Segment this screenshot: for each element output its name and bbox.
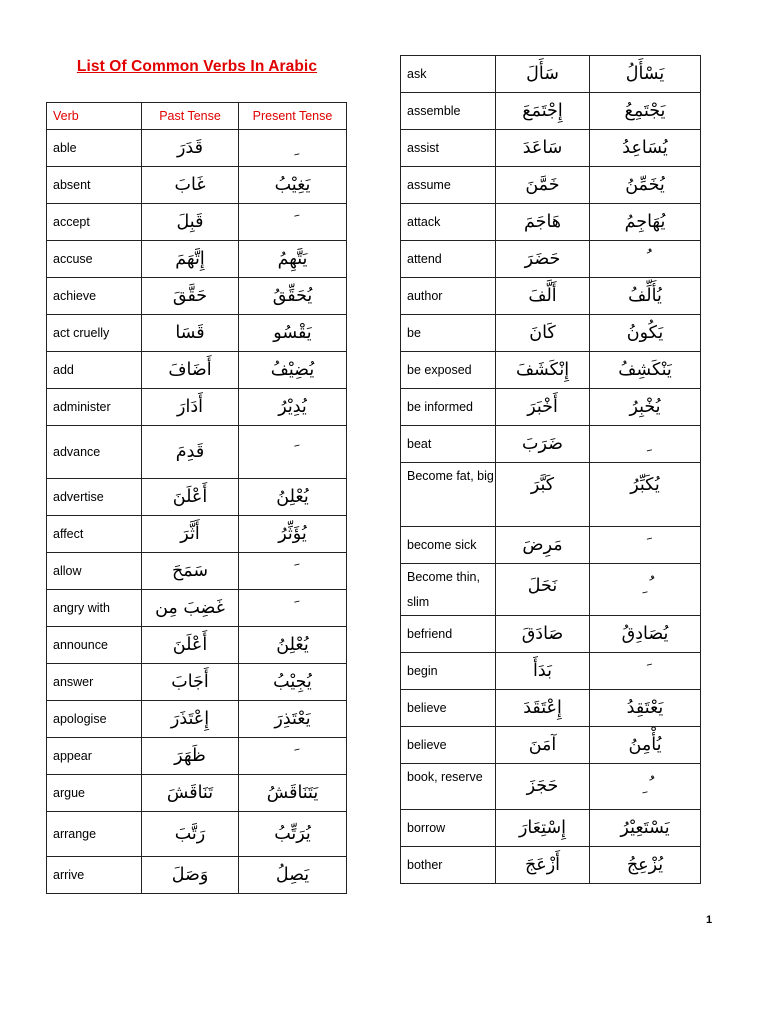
past-tense: قَدَرَ [142, 130, 239, 167]
past-tense: نَحَلَ [496, 564, 590, 616]
present-tense [590, 527, 701, 564]
past-tense: أَخْبَرَ [496, 389, 590, 426]
page-number: 1 [706, 914, 713, 926]
table-row [47, 553, 347, 590]
present-tense: يَجْتَمِعُ [590, 93, 701, 130]
table-row [47, 701, 347, 738]
present-tense: يَصِلُ [239, 857, 347, 894]
english-verb: attend [401, 241, 496, 278]
table-row [401, 56, 701, 93]
page-title: List Of Common Verbs In Arabic [76, 58, 318, 75]
header-past-tense: Past Tense [142, 103, 239, 130]
english-verb: be exposed [401, 352, 496, 389]
present-tense [239, 553, 347, 590]
past-tense: هَاجَمَ [496, 204, 590, 241]
past-tense: كَبَّرَ [496, 463, 590, 527]
past-tense: إِسْتِعَارَ [496, 810, 590, 847]
past-tense: إِتَّهَمَ [142, 241, 239, 278]
present-tense: يُعْلِنُ [239, 627, 347, 664]
present-tense: يَغِيْبُ [239, 167, 347, 204]
header-verb: Verb [47, 103, 142, 130]
present-tense: يُعْلِنُ [239, 479, 347, 516]
present-tense: يَقْسُو [239, 315, 347, 352]
english-verb: assume [401, 167, 496, 204]
english-verb: beat [401, 426, 496, 463]
present-tense: يُدِيْرُ [239, 389, 347, 426]
english-verb: able [47, 130, 142, 167]
table-row [47, 278, 347, 315]
table-row [401, 352, 701, 389]
past-tense: أَجَابَ [142, 664, 239, 701]
english-verb: befriend [401, 616, 496, 653]
present-tense: يُجِيْبُ [239, 664, 347, 701]
english-verb: believe [401, 727, 496, 764]
past-tense: قَسَا [142, 315, 239, 352]
table-row [47, 479, 347, 516]
table-row [401, 167, 701, 204]
english-verb: believe [401, 690, 496, 727]
present-tense [239, 590, 347, 627]
past-tense: أَعْلَنَ [142, 479, 239, 516]
table-row [47, 241, 347, 278]
table-row [47, 590, 347, 627]
past-tense: أَدَارَ [142, 389, 239, 426]
english-verb: advertise [47, 479, 142, 516]
english-verb: arrange [47, 812, 142, 857]
english-verb: accept [47, 204, 142, 241]
table-row [47, 389, 347, 426]
english-verb: begin [401, 653, 496, 690]
table-row [47, 352, 347, 389]
english-verb: ask [401, 56, 496, 93]
table-row [47, 627, 347, 664]
past-tense: سَمَحَ [142, 553, 239, 590]
table-row [401, 764, 701, 810]
past-tense: رَتَّبَ [142, 812, 239, 857]
table-row [401, 564, 701, 616]
english-verb: appear [47, 738, 142, 775]
present-tense: يَسْتَعِيْرُ [590, 810, 701, 847]
english-verb: book, reserve [401, 764, 496, 810]
verbs-table-left [46, 102, 347, 894]
past-tense: حَجَزَ [496, 764, 590, 810]
table-row [401, 426, 701, 463]
table-row [401, 653, 701, 690]
past-tense: قَدِمَ [142, 426, 239, 479]
past-tense: كَانَ [496, 315, 590, 352]
english-verb: administer [47, 389, 142, 426]
present-tense [239, 130, 347, 167]
header-present-tense: Present Tense [239, 103, 347, 130]
past-tense: ظَهَرَ [142, 738, 239, 775]
past-tense: بَدَأَ [496, 653, 590, 690]
past-tense: آمَنَ [496, 727, 590, 764]
past-tense: أَلَّفَ [496, 278, 590, 315]
table-row [47, 426, 347, 479]
table-row [401, 93, 701, 130]
past-tense: حَقَّقَ [142, 278, 239, 315]
present-tense: يُخْبِرُ [590, 389, 701, 426]
present-tense: ُ ِ [590, 764, 701, 810]
present-tense: يَكُونُ [590, 315, 701, 352]
present-tense: يُكَبِّرُ [590, 463, 701, 527]
past-tense: أَعْلَنَ [142, 627, 239, 664]
english-verb: author [401, 278, 496, 315]
past-tense: قَبِلَ [142, 204, 239, 241]
present-tense: يُضِيْفُ [239, 352, 347, 389]
table-row [401, 847, 701, 884]
table-row [47, 516, 347, 553]
present-tense: يُحَقِّقُ [239, 278, 347, 315]
past-tense: ضَرَبَ [496, 426, 590, 463]
table-row [401, 130, 701, 167]
table-row [47, 812, 347, 857]
english-verb: advance [47, 426, 142, 479]
english-verb: attack [401, 204, 496, 241]
present-tense [590, 653, 701, 690]
present-tense: يُصَادِقُ [590, 616, 701, 653]
past-tense: إِعْتَقَدَ [496, 690, 590, 727]
present-tense: يَتَّهِمُ [239, 241, 347, 278]
verbs-table-right [400, 55, 701, 884]
past-tense: غَضِبَ مِن [142, 590, 239, 627]
past-tense: سَأَلَ [496, 56, 590, 93]
table-row [401, 241, 701, 278]
past-tense: غَابَ [142, 167, 239, 204]
english-verb: borrow [401, 810, 496, 847]
present-tense [590, 241, 701, 278]
english-verb: act cruelly [47, 315, 142, 352]
table-row [401, 810, 701, 847]
past-tense: مَرِضَ [496, 527, 590, 564]
present-tense: يُأْمِنُ [590, 727, 701, 764]
past-tense: أَثَّرَ [142, 516, 239, 553]
present-tense: يُسَاعِدُ [590, 130, 701, 167]
table-row [47, 738, 347, 775]
past-tense: وَصَلَ [142, 857, 239, 894]
past-tense: أَزْعَجَ [496, 847, 590, 884]
present-tense: يُأَلِّفُ [590, 278, 701, 315]
present-tense: يُؤَثِّرُ [239, 516, 347, 553]
table-row [401, 727, 701, 764]
table-row [401, 527, 701, 564]
present-tense: يَعْتَقِدُ [590, 690, 701, 727]
english-verb: absent [47, 167, 142, 204]
english-verb: achieve [47, 278, 142, 315]
english-verb: Become thin, slim [401, 564, 496, 616]
english-verb: accuse [47, 241, 142, 278]
table-row [401, 204, 701, 241]
past-tense: سَاعَدَ [496, 130, 590, 167]
present-tense: يَسْأَلُ [590, 56, 701, 93]
present-tense [239, 738, 347, 775]
table-row [401, 463, 701, 527]
english-verb: Become fat, big [401, 463, 496, 527]
present-tense: ُ ِ [590, 564, 701, 616]
english-verb: assist [401, 130, 496, 167]
table-row [47, 130, 347, 167]
english-verb: add [47, 352, 142, 389]
present-tense: يَتَنَاقَشُ [239, 775, 347, 812]
english-verb: affect [47, 516, 142, 553]
table-row [401, 616, 701, 653]
past-tense: تَنَاقَشَ [142, 775, 239, 812]
table-row [47, 664, 347, 701]
present-tense: يُخَمِّنُ [590, 167, 701, 204]
english-verb: announce [47, 627, 142, 664]
past-tense: إِعْتَذَرَ [142, 701, 239, 738]
table-row [401, 315, 701, 352]
table-row [47, 204, 347, 241]
english-verb: arrive [47, 857, 142, 894]
english-verb: argue [47, 775, 142, 812]
english-verb: assemble [401, 93, 496, 130]
english-verb: be [401, 315, 496, 352]
present-tense: يُرَتِّبُ [239, 812, 347, 857]
english-verb: become sick [401, 527, 496, 564]
past-tense: أَضَافَ [142, 352, 239, 389]
table-row [47, 775, 347, 812]
present-tense: يُزْعِجُ [590, 847, 701, 884]
past-tense: إِجْتَمَعَ [496, 93, 590, 130]
present-tense [590, 426, 701, 463]
english-verb: be informed [401, 389, 496, 426]
present-tense: يَنْكَشِفُ [590, 352, 701, 389]
past-tense: حَضَرَ [496, 241, 590, 278]
english-verb: bother [401, 847, 496, 884]
table-row [47, 857, 347, 894]
past-tense: خَمَّنَ [496, 167, 590, 204]
table-row [401, 389, 701, 426]
table-row [47, 315, 347, 352]
present-tense: يُهَاجِمُ [590, 204, 701, 241]
present-tense [239, 204, 347, 241]
english-verb: answer [47, 664, 142, 701]
table-header-row [47, 103, 347, 130]
table-row [401, 278, 701, 315]
english-verb: allow [47, 553, 142, 590]
table-row [401, 690, 701, 727]
past-tense: صَادَقَ [496, 616, 590, 653]
present-tense: يَعْتَذِرَ [239, 701, 347, 738]
table-row [47, 167, 347, 204]
past-tense: إِنْكَشَفَ [496, 352, 590, 389]
english-verb: angry with [47, 590, 142, 627]
present-tense [239, 426, 347, 479]
english-verb: apologise [47, 701, 142, 738]
